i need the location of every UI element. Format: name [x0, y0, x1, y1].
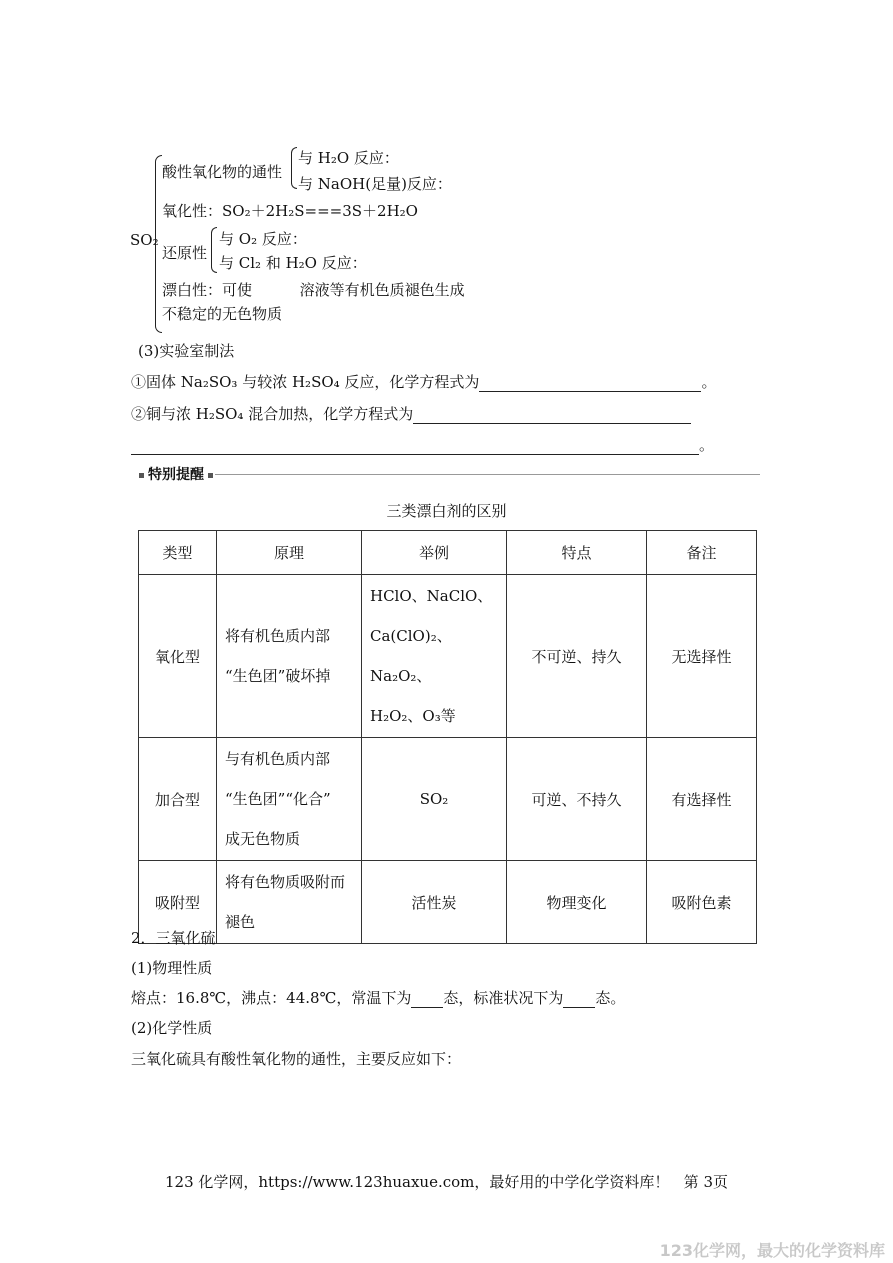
principle-line: “生色团”“化合” — [225, 790, 331, 808]
reducing-label: 还原性 — [162, 244, 208, 262]
reducing-item-2: 与 Cl₂ 和 H₂O 反应： — [219, 254, 367, 272]
special-tip-label: 特别提醒 — [148, 467, 204, 483]
divider — [215, 474, 760, 475]
lab-prep-heading: (3)实验室制法 — [138, 342, 235, 360]
header-example: 举例 — [362, 531, 507, 575]
cell-examples — [362, 575, 507, 738]
header-principle: 原理 — [217, 531, 362, 575]
lab-prep-item-2-end: 。 — [699, 436, 715, 454]
reducing-brace — [211, 227, 217, 273]
principle-line: “生色团”破坏掉 — [225, 667, 331, 685]
answer-blank[interactable] — [413, 407, 691, 424]
cell-note: 吸附色素 — [647, 861, 757, 944]
so2-main-brace — [155, 155, 162, 333]
acidic-item-1: 与 H₂O 反应： — [298, 149, 399, 167]
reducing-item-1: 与 O₂ 反应： — [219, 230, 307, 248]
principle-line: 褪色 — [225, 913, 256, 931]
table-row — [139, 575, 757, 738]
answer-blank[interactable] — [131, 438, 699, 455]
principle-line: 与有机色质内部 — [225, 750, 331, 768]
cell-note: 无选择性 — [647, 575, 757, 738]
lab-prep-item-2 — [131, 404, 691, 424]
principle-line: 将有机色质内部 — [225, 627, 331, 645]
principle-line: 将有色物质吸附而 — [225, 873, 346, 891]
cell-type: 吸附型 — [139, 861, 217, 944]
square-bullet-icon — [139, 473, 144, 478]
so3-chemical-heading: (2)化学性质 — [131, 1019, 213, 1037]
so3-chemical-text: 三氧化硫具有酸性氧化物的通性，主要反应如下： — [131, 1050, 462, 1068]
cell-feature: 可逆、不持久 — [507, 738, 647, 861]
cell-type: 加合型 — [139, 738, 217, 861]
answer-blank[interactable] — [411, 991, 443, 1008]
example-line: H₂O₂、O₃等 — [370, 707, 456, 725]
square-bullet-icon — [208, 473, 213, 478]
acidic-oxide-label: 酸性氧化物的通性 — [162, 163, 283, 181]
lab-prep-item-2-text: ②铜与浓 H₂SO₄ 混合加热，化学方程式为 — [131, 405, 414, 423]
so3-physical-text — [131, 988, 625, 1008]
so3-heading: 2．三氧化硫 — [131, 929, 216, 947]
table-row — [139, 861, 757, 944]
answer-blank[interactable] — [563, 991, 595, 1008]
principle-line: 成无色物质 — [225, 830, 301, 848]
lab-prep-item-1-text: ①固体 Na₂SO₃ 与较浓 H₂SO₄ 反应，化学方程式为 — [131, 373, 480, 391]
bleaching-line-2: 不稳定的无色物质 — [162, 305, 283, 323]
answer-blank[interactable] — [479, 375, 701, 392]
lab-prep-item-1-end: 。 — [701, 373, 717, 391]
watermark: 123化学网，最大的化学资料库 — [659, 1241, 885, 1260]
so3-physical-heading: (1)物理性质 — [131, 959, 213, 977]
table-header-row — [139, 531, 757, 575]
bleaching-line-1: 漂白性：可使 溶液等有机色质褪色生成 — [162, 281, 465, 299]
header-feature: 特点 — [507, 531, 647, 575]
acidic-brace — [291, 147, 297, 189]
acidic-item-2: 与 NaOH(足量)反应： — [298, 175, 452, 193]
cell-feature: 物理变化 — [507, 861, 647, 944]
header-note: 备注 — [647, 531, 757, 575]
special-tip-heading — [135, 464, 217, 484]
example-line: Ca(ClO)₂、Na₂O₂、 — [370, 627, 452, 685]
example-line: HClO、NaClO、 — [370, 587, 493, 605]
header-type: 类型 — [139, 531, 217, 575]
physical-text-part: 态，标准状况下为 — [443, 989, 564, 1007]
lab-prep-item-1 — [131, 372, 716, 392]
cell-feature: 不可逆、持久 — [507, 575, 647, 738]
cell-principle — [217, 861, 362, 944]
physical-text-part: 熔点：16.8℃，沸点：44.8℃，常温下为 — [131, 989, 412, 1007]
cell-principle — [217, 738, 362, 861]
bleach-comparison-table — [138, 530, 757, 944]
table-title: 三类漂白剂的区别 — [386, 502, 507, 520]
lab-prep-item-2-cont — [131, 435, 714, 455]
physical-text-part: 态。 — [595, 989, 626, 1007]
table-row — [139, 738, 757, 861]
page-footer: 123 化学网，https://www.123huaxue.com，最好用的中学化学资料库！ 第 3页 — [164, 1173, 728, 1191]
cell-note: 有选择性 — [647, 738, 757, 861]
oxidizing-line: 氧化性：SO₂＋2H₂S===3S＋2H₂O — [162, 202, 418, 220]
so2-root-label: SO₂ — [130, 231, 159, 249]
cell-principle — [217, 575, 362, 738]
cell-examples: SO₂ — [362, 738, 507, 861]
cell-type: 氧化型 — [139, 575, 217, 738]
cell-examples: 活性炭 — [362, 861, 507, 944]
